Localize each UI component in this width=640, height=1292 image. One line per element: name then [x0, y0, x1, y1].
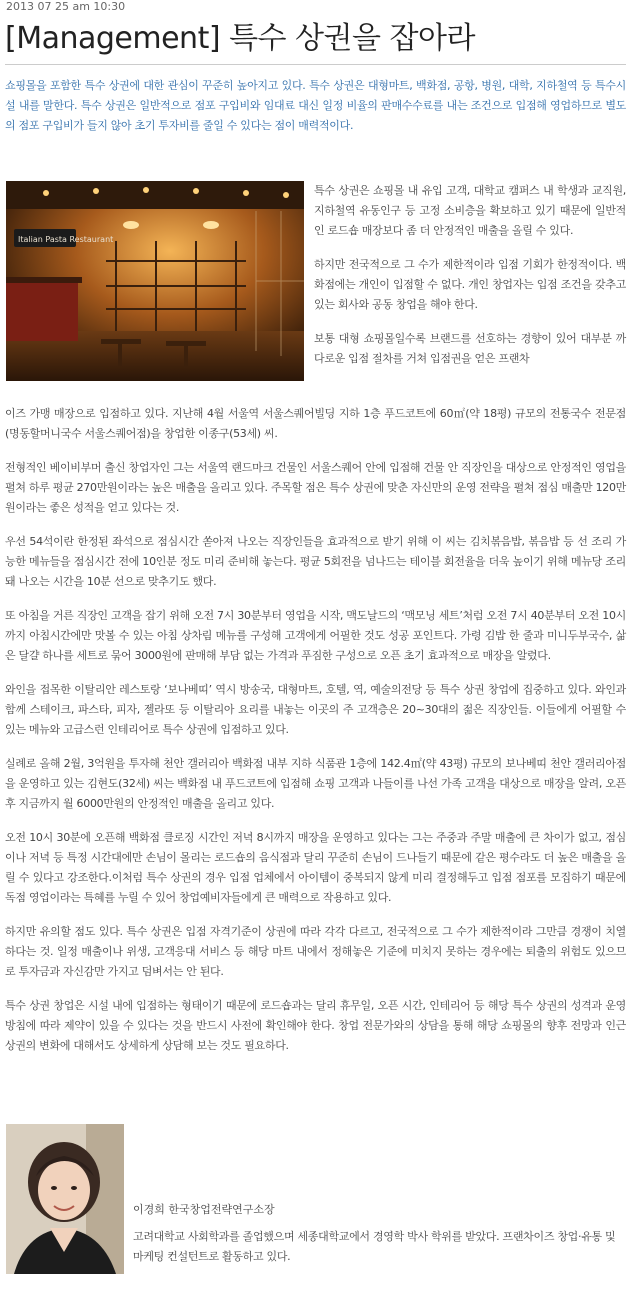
side-paragraph: 보통 대형 쇼핑몰일수록 브랜드를 선호하는 경향이 있어 대부분 까다로운 입점 절차를 거쳐 입점권을 얻은 프랜차	[314, 332, 626, 365]
author-portrait	[6, 1124, 124, 1274]
side-paragraph: 특수 상권은 쇼핑몰 내 유입 고객, 대학교 캠퍼스 내 학생과 교직원, 지하철역 유동인구 등 고정 소비층을 확보하고 있기 때문에 일반적인 로드숍 매장보다 좀 더 안정적인 매출을 올릴 수 있다.	[314, 184, 626, 237]
body-paragraph: 특수 상권 창업은 시설 내에 입점하는 형태이기 때문에 로드숍과는 달리 휴무일, 오픈 시간, 인테리어 등 해당 특수 상권의 성격과 운영 방침에 따라 제약이 있을 수 있다는 것을 반드시 사전에 확인해야 한다. 창업 전문가와의 상담을 통해 해당 쇼핑몰의 향후 전망과 인근 상권의 변화에 대해서도 상세하게 상담해 보는 것도 필요하다.	[5, 999, 626, 1052]
body-paragraph: 또 아침을 거른 직장인 고객을 잡기 위해 오전 7시 30분부터 영업을 시작, 맥도날드의 ‘맥모닝 세트’처럼 오전 7시 40분부터 오전 10시까지 아침시간에만 맛볼 수 있는 아침 상차림 메뉴를 구성해 고객에게 어필한 것도 성공 포인트다. 가령 김밥 한 줄과 미니두부국수, 삶은 달걀 하나를 세트로 묶어 3000원에 판매해 부담 없는 가격과 푸짐한 구성으로 오픈 초기 효과적으로 매장을 알렸다.	[5, 609, 626, 662]
article-body	[5, 404, 626, 1070]
body-paragraph: 하지만 유의할 점도 있다. 특수 상권은 입점 자격기준이 상권에 따라 각각 다르고, 전국적으로 그 수가 제한적이라 그만큼 경쟁이 치열하다는 것. 일정 매출이나 위생, 고객응대 서비스 등 해당 마트 내에서 정해놓은 기준에 미치지 못하는 경우에는 퇴출의 위험도 있으므로 투자금과 자신감만 가지고 덤벼서는 안 된다.	[5, 925, 626, 978]
restaurant-interior-image	[6, 181, 304, 381]
body-paragraph: 실례로 올해 2월, 3억원을 투자해 천안 갤러리아 백화점 내부 지하 식품관 1층에 142.4㎡(약 43평) 규모의 보나베띠 천안 갤러리아점을 운영하고 있는 김현도(32세) 씨는 백화점 내 푸드코트에 입점해 쇼핑 고객과 나들이를 나선 가족 고객을 대상으로 매장을 알려, 오픈 후 지금까지 월 6000만원의 안정적인 매출을 올리고 있다.	[5, 757, 626, 810]
sign-text: Italian Pasta Restaurant	[18, 235, 114, 244]
body-paragraph: 와인을 접목한 이탈리안 레스토랑 ‘보나베띠’ 역시 방송국, 대형마트, 호텔, 역, 예술의전당 등 특수 상권 창업에 집중하고 있다. 와인과 함께 스테이크, 파스타, 피자, 젤라또 등 이탈리아 요리를 내놓는 이곳의 주 고객층은 20~30대의 젊은 직장인들. 이들에게 어필할 수 있는 메뉴와 고급스런 인테리어로 특수 상권에 입점하고 있다.	[5, 683, 626, 736]
body-paragraph: 우선 54석이란 한정된 좌석으로 점심시간 쏟아져 나오는 직장인들을 효과적으로 받기 위해 이 씨는 김치볶음밥, 볶음밥 등 선 조리 가능한 메뉴들을 점심시간 전에 10인분 정도 미리 준비해 놓는다. 평균 5회전을 넘나드는 테이블 회전율을 더욱 높이기 위해 메뉴당 조리돼 나오는 시간을 10분 선으로 맞추기도 했다.	[5, 535, 626, 588]
article-side-text	[314, 181, 626, 369]
restaurant-photo	[6, 181, 304, 381]
article-title: [Management] 특수 상권을 잡아라	[5, 21, 475, 56]
body-paragraph: 오전 10시 30분에 오픈해 백화점 클로징 시간인 저녁 8시까지 매장을 운영하고 있다는 그는 주중과 주말 매출에 큰 차이가 없고, 점심이나 저녁 등 특정 시간대에만 손님이 몰리는 로드숍의 음식점과 달리 꾸준히 손님이 드나들기 때문에 같은 평수라도 더 높은 매출을 올릴 수 있다고 강조한다.이처럼 특수 상권의 경우 입점 업체에서 아이템이 중복되지 않게 미리 결정해두고 입점 점포를 모집하기 때문에 독점 영업이라는 특혜를 누릴 수 있어 창업예비자들에게 큰 매력으로 작용하고 있다.	[5, 831, 626, 904]
author-photo-image	[6, 1124, 124, 1274]
title-divider	[5, 64, 626, 65]
side-paragraph: 하지만 전국적으로 그 수가 제한적이라 입점 기회가 한정적이다. 백화점에는 개인이 입점할 수 없다. 개인 창업자는 입점 조건을 갖추고 있는 회사와 공동 창업을 해야 한다.	[314, 258, 626, 311]
body-paragraph: 전형적인 베이비부머 출신 창업자인 그는 서울역 랜드마크 건물인 서울스퀘어 안에 입점해 건물 안 직장인을 대상으로 안정적인 영업을 펼쳐 하루 평균 270만원이라는 높은 매출을 올리고 있다. 주목할 점은 특수 상권에 맞춘 자신만의 운영 전략을 펼쳐 점심 매출만 120만원이라는 좋은 성적을 얻고 있다는 것.	[5, 461, 626, 514]
author-name: 이경희 한국창업전략연구소장	[133, 1203, 275, 1216]
article-lead: 쇼핑몰을 포함한 특수 상권에 대한 관심이 꾸준히 높아지고 있다. 특수 상권은 대형마트, 백화점, 공항, 병원, 대학, 지하철역 등 특수시설 내를 말한다. 특수 상권은 일반적으로 점포 구입비와 임대료 대신 일정 비율의 판매수수료를 내는 조건으로 입점해 영업하므로 별도의 점포 구입비가 들지 않아 초기 투자비를 줄일 수 있다는 점이 매력적이다.	[5, 79, 626, 132]
article-date: 2013 07 25 am 10:30	[6, 0, 126, 13]
body-paragraph: 이즈 가맹 매장으로 입점하고 있다. 지난해 4월 서울역 서울스퀘어빌딩 지하 1층 푸드코트에 60㎡(약 18평) 규모의 전통국수 전문점(명동할머니국수 서울스퀘어점)을 창업한 이종구(53세) 씨.	[5, 407, 626, 440]
author-bio: 고려대학교 사회학과를 졸업했으며 세종대학교에서 경영학 박사 학위를 받았다. 프랜차이즈 창업·유통 및 마케팅 컨설턴트로 활동하고 있다.	[133, 1230, 616, 1263]
